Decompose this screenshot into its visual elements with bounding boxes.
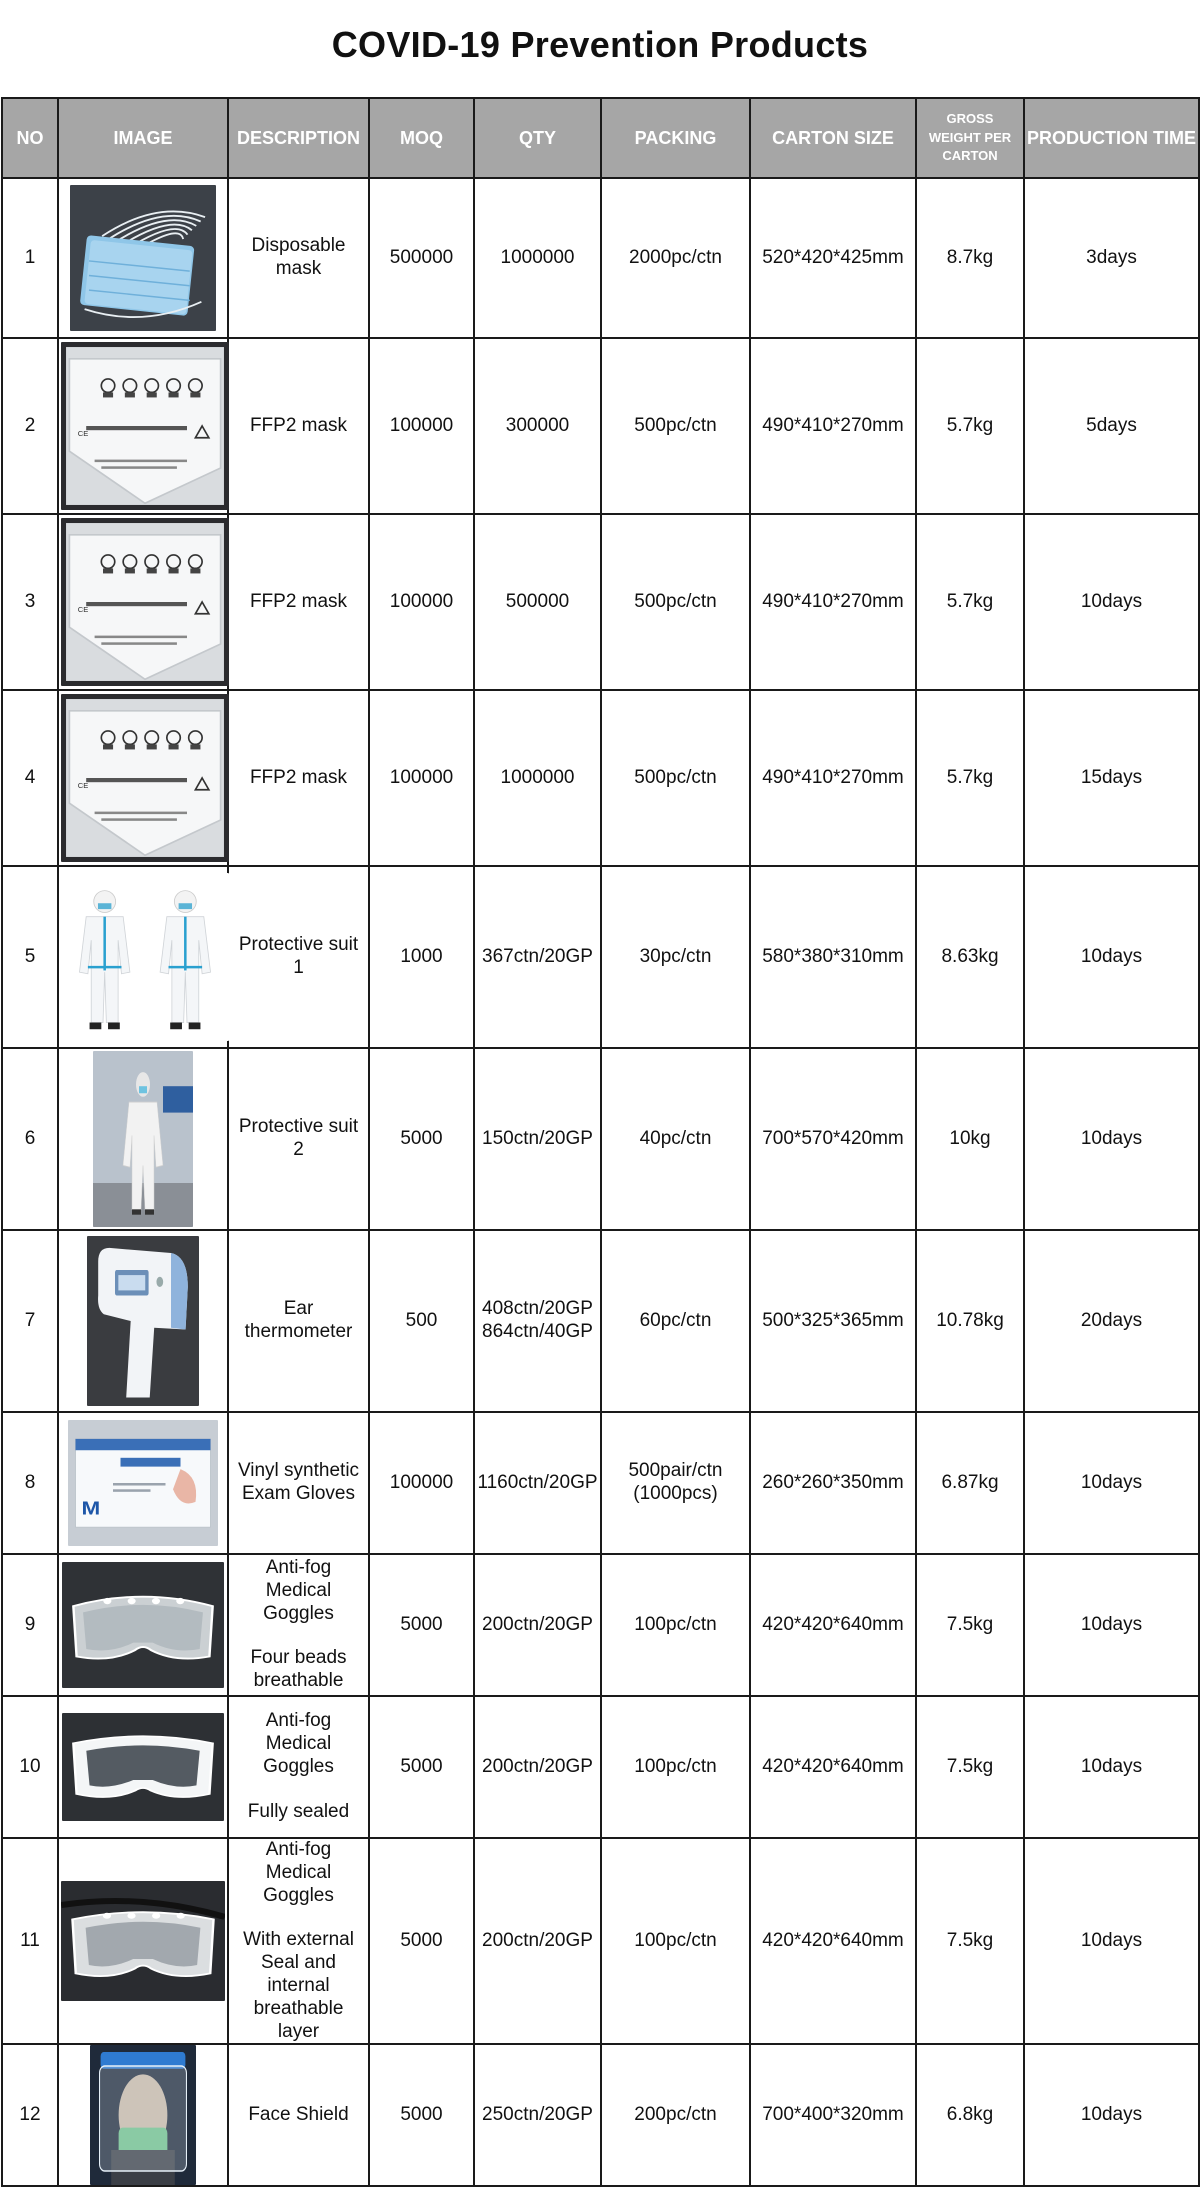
qty-line: 1000000 (500, 246, 575, 268)
description-line: FFP2 mask (249, 766, 348, 788)
packing-line: 500pc/ctn (634, 590, 717, 612)
cell-carton-size: 490*410*270mm (750, 338, 916, 514)
cell-carton-size: 700*400*320mm (750, 2044, 916, 2186)
header-packing: PACKING (601, 98, 750, 178)
description-line: Protective suit 1 (238, 934, 359, 978)
packing-line: 500pair/ctn (628, 1460, 723, 1482)
table-row (2, 1230, 1199, 1412)
description-line: Seal and (260, 1952, 336, 1974)
cell-no: 2 (2, 338, 58, 514)
cell-moq: 5000 (369, 1696, 474, 1838)
qty-line: 500000 (505, 590, 570, 612)
cell-gross-weight: 10kg (916, 1048, 1024, 1230)
description-line: FFP2 mask (249, 414, 348, 436)
cell-packing (601, 1048, 750, 1230)
cell-image (58, 1230, 228, 1412)
cell-production-time: 20days (1024, 1230, 1199, 1412)
cell-moq: 100000 (369, 1412, 474, 1554)
cell-carton-size: 490*410*270mm (750, 690, 916, 866)
cell-carton-size: 580*380*310mm (750, 866, 916, 1048)
packing-line: 2000pc/ctn (629, 246, 722, 268)
cell-qty (474, 2044, 601, 2186)
cell-carton-size: 420*420*640mm (750, 1838, 916, 2044)
table-row (2, 1412, 1199, 1554)
cell-image (58, 178, 228, 338)
description-line: Goggles (263, 1602, 334, 1624)
cell-gross-weight: 6.8kg (916, 2044, 1024, 2186)
cell-description (228, 514, 369, 690)
svg-text:CE: CE (77, 605, 89, 615)
product-photo (62, 1713, 224, 1821)
cell-no: 7 (2, 1230, 58, 1412)
packing-line: 100pc/ctn (634, 1613, 717, 1635)
description-line: Exam Gloves (242, 1483, 355, 1504)
cell-description (228, 1230, 369, 1412)
cell-qty (474, 178, 601, 338)
table-row (2, 178, 1199, 338)
table-body (2, 178, 1199, 2186)
cell-gross-weight: 6.87kg (916, 1412, 1024, 1554)
ffp2-mask-package-photo (61, 518, 229, 686)
cell-image (58, 866, 228, 1048)
header-production-time: PRODUCTION TIME (1024, 98, 1199, 178)
table-row (2, 2044, 1199, 2186)
product-photo (87, 1236, 199, 1406)
goggles-photo (62, 1562, 224, 1688)
cell-production-time: 10days (1024, 1048, 1199, 1230)
cell-qty (474, 690, 601, 866)
cell-description (228, 1696, 369, 1838)
table-row (2, 1696, 1199, 1838)
cell-gross-weight: 7.5kg (916, 1696, 1024, 1838)
cell-image (58, 1554, 228, 1696)
packing-line: 500pc/ctn (634, 414, 717, 436)
description-line: Disposable (251, 235, 346, 257)
description-line: breathable layer (253, 1997, 344, 2042)
description-line: Goggles (263, 1756, 334, 1777)
packing-line: 60pc/ctn (639, 1309, 712, 1331)
cell-no: 4 (2, 690, 58, 866)
protective-suit-photo (61, 873, 229, 1041)
description-line: Four beads (250, 1647, 347, 1669)
cell-moq: 100000 (369, 514, 474, 690)
description-line: Anti-fog Medical (265, 1839, 332, 1883)
cell-packing (601, 1838, 750, 2044)
cell-no: 5 (2, 866, 58, 1048)
cell-packing (601, 338, 750, 514)
cell-image (58, 2044, 228, 2186)
cell-moq: 500000 (369, 178, 474, 338)
header-gross-weight: GROSS WEIGHT PER CARTON (916, 98, 1024, 178)
header-no: NO (2, 98, 58, 178)
description-spacer (231, 1907, 366, 1929)
description-line: Protective suit 2 (238, 1116, 359, 1160)
goggles-strap-photo (61, 1881, 225, 2001)
cell-packing (601, 1230, 750, 1412)
cell-carton-size: 420*420*640mm (750, 1554, 916, 1696)
cell-image (58, 1412, 228, 1554)
cell-qty (474, 1554, 601, 1696)
cell-packing (601, 1696, 750, 1838)
qty-line: 864ctn/40GP (482, 1321, 593, 1342)
cell-image (58, 1838, 228, 2044)
table-row (2, 1048, 1199, 1230)
packing-line: (1000pcs) (633, 1483, 718, 1504)
ffp2-mask-package-photo (61, 694, 229, 862)
cell-no: 1 (2, 178, 58, 338)
cell-image (58, 690, 228, 866)
table-header-row (2, 98, 1199, 178)
vinyl-gloves-box-photo (68, 1420, 218, 1546)
cell-no: 9 (2, 1554, 58, 1696)
cell-description (228, 2044, 369, 2186)
cell-carton-size: 700*570*420mm (750, 1048, 916, 1230)
cell-description (228, 1554, 369, 1696)
header-carton-size: CARTON SIZE (750, 98, 916, 178)
table-row (2, 1554, 1199, 1696)
qty-line: 1000000 (500, 766, 575, 788)
cell-packing (601, 514, 750, 690)
cell-gross-weight: 5.7kg (916, 514, 1024, 690)
cell-production-time: 10days (1024, 1554, 1199, 1696)
qty-line: 367ctn/20GP (482, 945, 593, 967)
cell-carton-size: 260*260*350mm (750, 1412, 916, 1554)
cell-image (58, 1048, 228, 1230)
cell-production-time: 10days (1024, 1838, 1199, 2044)
qty-line: 250ctn/20GP (482, 2103, 593, 2125)
cell-production-time: 3days (1024, 178, 1199, 338)
disposable-mask-photo (70, 185, 216, 331)
page-title: COVID-19 Prevention Products (331, 24, 869, 65)
product-photo (61, 873, 229, 1041)
packing-line: 30pc/ctn (639, 945, 712, 967)
description-line: mask (275, 258, 322, 279)
cell-production-time: 10days (1024, 1696, 1199, 1838)
cell-packing (601, 1412, 750, 1554)
description-line: Face Shield (248, 2103, 349, 2125)
cell-gross-weight: 8.63kg (916, 866, 1024, 1048)
table-row (2, 338, 1199, 514)
cell-qty (474, 1412, 601, 1554)
cell-packing (601, 690, 750, 866)
cell-image (58, 338, 228, 514)
cell-moq: 5000 (369, 1048, 474, 1230)
cell-moq: 100000 (369, 338, 474, 514)
qty-line: 408ctn/20GP (482, 1298, 593, 1320)
cell-production-time: 10days (1024, 1412, 1199, 1554)
cell-description (228, 178, 369, 338)
qty-line: 150ctn/20GP (482, 1127, 593, 1149)
packing-line: 100pc/ctn (634, 1755, 717, 1777)
cell-production-time: 10days (1024, 2044, 1199, 2186)
table-row (2, 1838, 1199, 2044)
cell-gross-weight: 7.5kg (916, 1838, 1024, 2044)
cell-moq: 500 (369, 1230, 474, 1412)
cell-gross-weight: 5.7kg (916, 690, 1024, 866)
qty-line: 300000 (505, 414, 570, 436)
description-line: Goggles (263, 1884, 334, 1906)
packing-line: 200pc/ctn (634, 2103, 717, 2125)
cell-image (58, 1696, 228, 1838)
cell-packing (601, 1554, 750, 1696)
cell-moq: 100000 (369, 690, 474, 866)
cell-carton-size: 500*325*365mm (750, 1230, 916, 1412)
cell-description (228, 338, 369, 514)
description-line: Fully sealed (247, 1800, 350, 1822)
cell-qty (474, 1838, 601, 2044)
cell-carton-size: 420*420*640mm (750, 1696, 916, 1838)
cell-qty (474, 866, 601, 1048)
table-row (2, 514, 1199, 690)
cell-gross-weight: 7.5kg (916, 1554, 1024, 1696)
cell-packing (601, 866, 750, 1048)
description-spacer (231, 1625, 366, 1647)
cell-carton-size: 520*420*425mm (750, 178, 916, 338)
cell-no: 10 (2, 1696, 58, 1838)
products-table (1, 97, 1200, 2187)
description-spacer (231, 1779, 366, 1801)
cell-qty (474, 514, 601, 690)
cell-gross-weight: 8.7kg (916, 178, 1024, 338)
product-photo (61, 694, 229, 862)
cell-qty (474, 1230, 601, 1412)
qty-line: 200ctn/20GP (482, 1929, 593, 1951)
svg-text:M: M (81, 1498, 101, 1520)
sealed-goggles-photo (62, 1713, 224, 1821)
svg-text:CE: CE (77, 429, 89, 439)
description-line: FFP2 mask (249, 590, 348, 612)
cell-no: 3 (2, 514, 58, 690)
cell-moq: 5000 (369, 1554, 474, 1696)
product-photo (68, 1420, 218, 1546)
product-photo (90, 2045, 196, 2185)
header-image: IMAGE (58, 98, 228, 178)
description-line: internal (267, 1974, 330, 1996)
packing-line: 40pc/ctn (639, 1127, 712, 1149)
protective-suit-worn-photo (93, 1051, 193, 1227)
cell-carton-size: 490*410*270mm (750, 514, 916, 690)
cell-no: 12 (2, 2044, 58, 2186)
ir-thermometer-photo (87, 1236, 199, 1406)
cell-description (228, 1838, 369, 2044)
cell-qty (474, 338, 601, 514)
product-photo (61, 1881, 225, 2001)
qty-line: 200ctn/20GP (482, 1755, 593, 1777)
description-line: With external (243, 1929, 354, 1951)
cell-gross-weight: 5.7kg (916, 338, 1024, 514)
description-line: Anti-fog Medical (265, 1710, 332, 1755)
ffp2-mask-package-photo (61, 342, 229, 510)
cell-no: 11 (2, 1838, 58, 2044)
qty-line: 200ctn/20GP (482, 1613, 593, 1635)
cell-moq: 1000 (369, 866, 474, 1048)
table-row (2, 690, 1199, 866)
cell-production-time: 10days (1024, 866, 1199, 1048)
cell-gross-weight: 10.78kg (916, 1230, 1024, 1412)
cell-no: 6 (2, 1048, 58, 1230)
product-photo (70, 185, 216, 331)
cell-description (228, 866, 369, 1048)
cell-no: 8 (2, 1412, 58, 1554)
product-photo (61, 342, 229, 510)
table-row (2, 866, 1199, 1048)
description-line: Ear (283, 1298, 314, 1320)
cell-packing (601, 2044, 750, 2186)
cell-moq: 5000 (369, 2044, 474, 2186)
qty-line: 1160ctn/20GP (477, 1471, 598, 1493)
cell-image (58, 514, 228, 690)
cell-packing (601, 178, 750, 338)
cell-qty (474, 1696, 601, 1838)
cell-production-time: 10days (1024, 514, 1199, 690)
cell-production-time: 15days (1024, 690, 1199, 866)
cell-description (228, 690, 369, 866)
cell-production-time: 5days (1024, 338, 1199, 514)
product-photo (61, 518, 229, 686)
cell-description (228, 1048, 369, 1230)
face-shield-photo (90, 2045, 196, 2185)
description-line: thermometer (244, 1321, 353, 1342)
product-photo (93, 1051, 193, 1227)
header-moq: MOQ (369, 98, 474, 178)
header-description: DESCRIPTION (228, 98, 369, 178)
packing-line: 500pc/ctn (634, 766, 717, 788)
packing-line: 100pc/ctn (634, 1929, 717, 1951)
description-line: Vinyl synthetic (237, 1460, 360, 1482)
cell-qty (474, 1048, 601, 1230)
description-line: breathable (253, 1670, 344, 1692)
cell-description (228, 1412, 369, 1554)
cell-moq: 5000 (369, 1838, 474, 2044)
product-photo (62, 1562, 224, 1688)
svg-text:CE: CE (77, 781, 89, 791)
description-line: Anti-fog Medical (265, 1557, 332, 1601)
header-qty: QTY (474, 98, 601, 178)
